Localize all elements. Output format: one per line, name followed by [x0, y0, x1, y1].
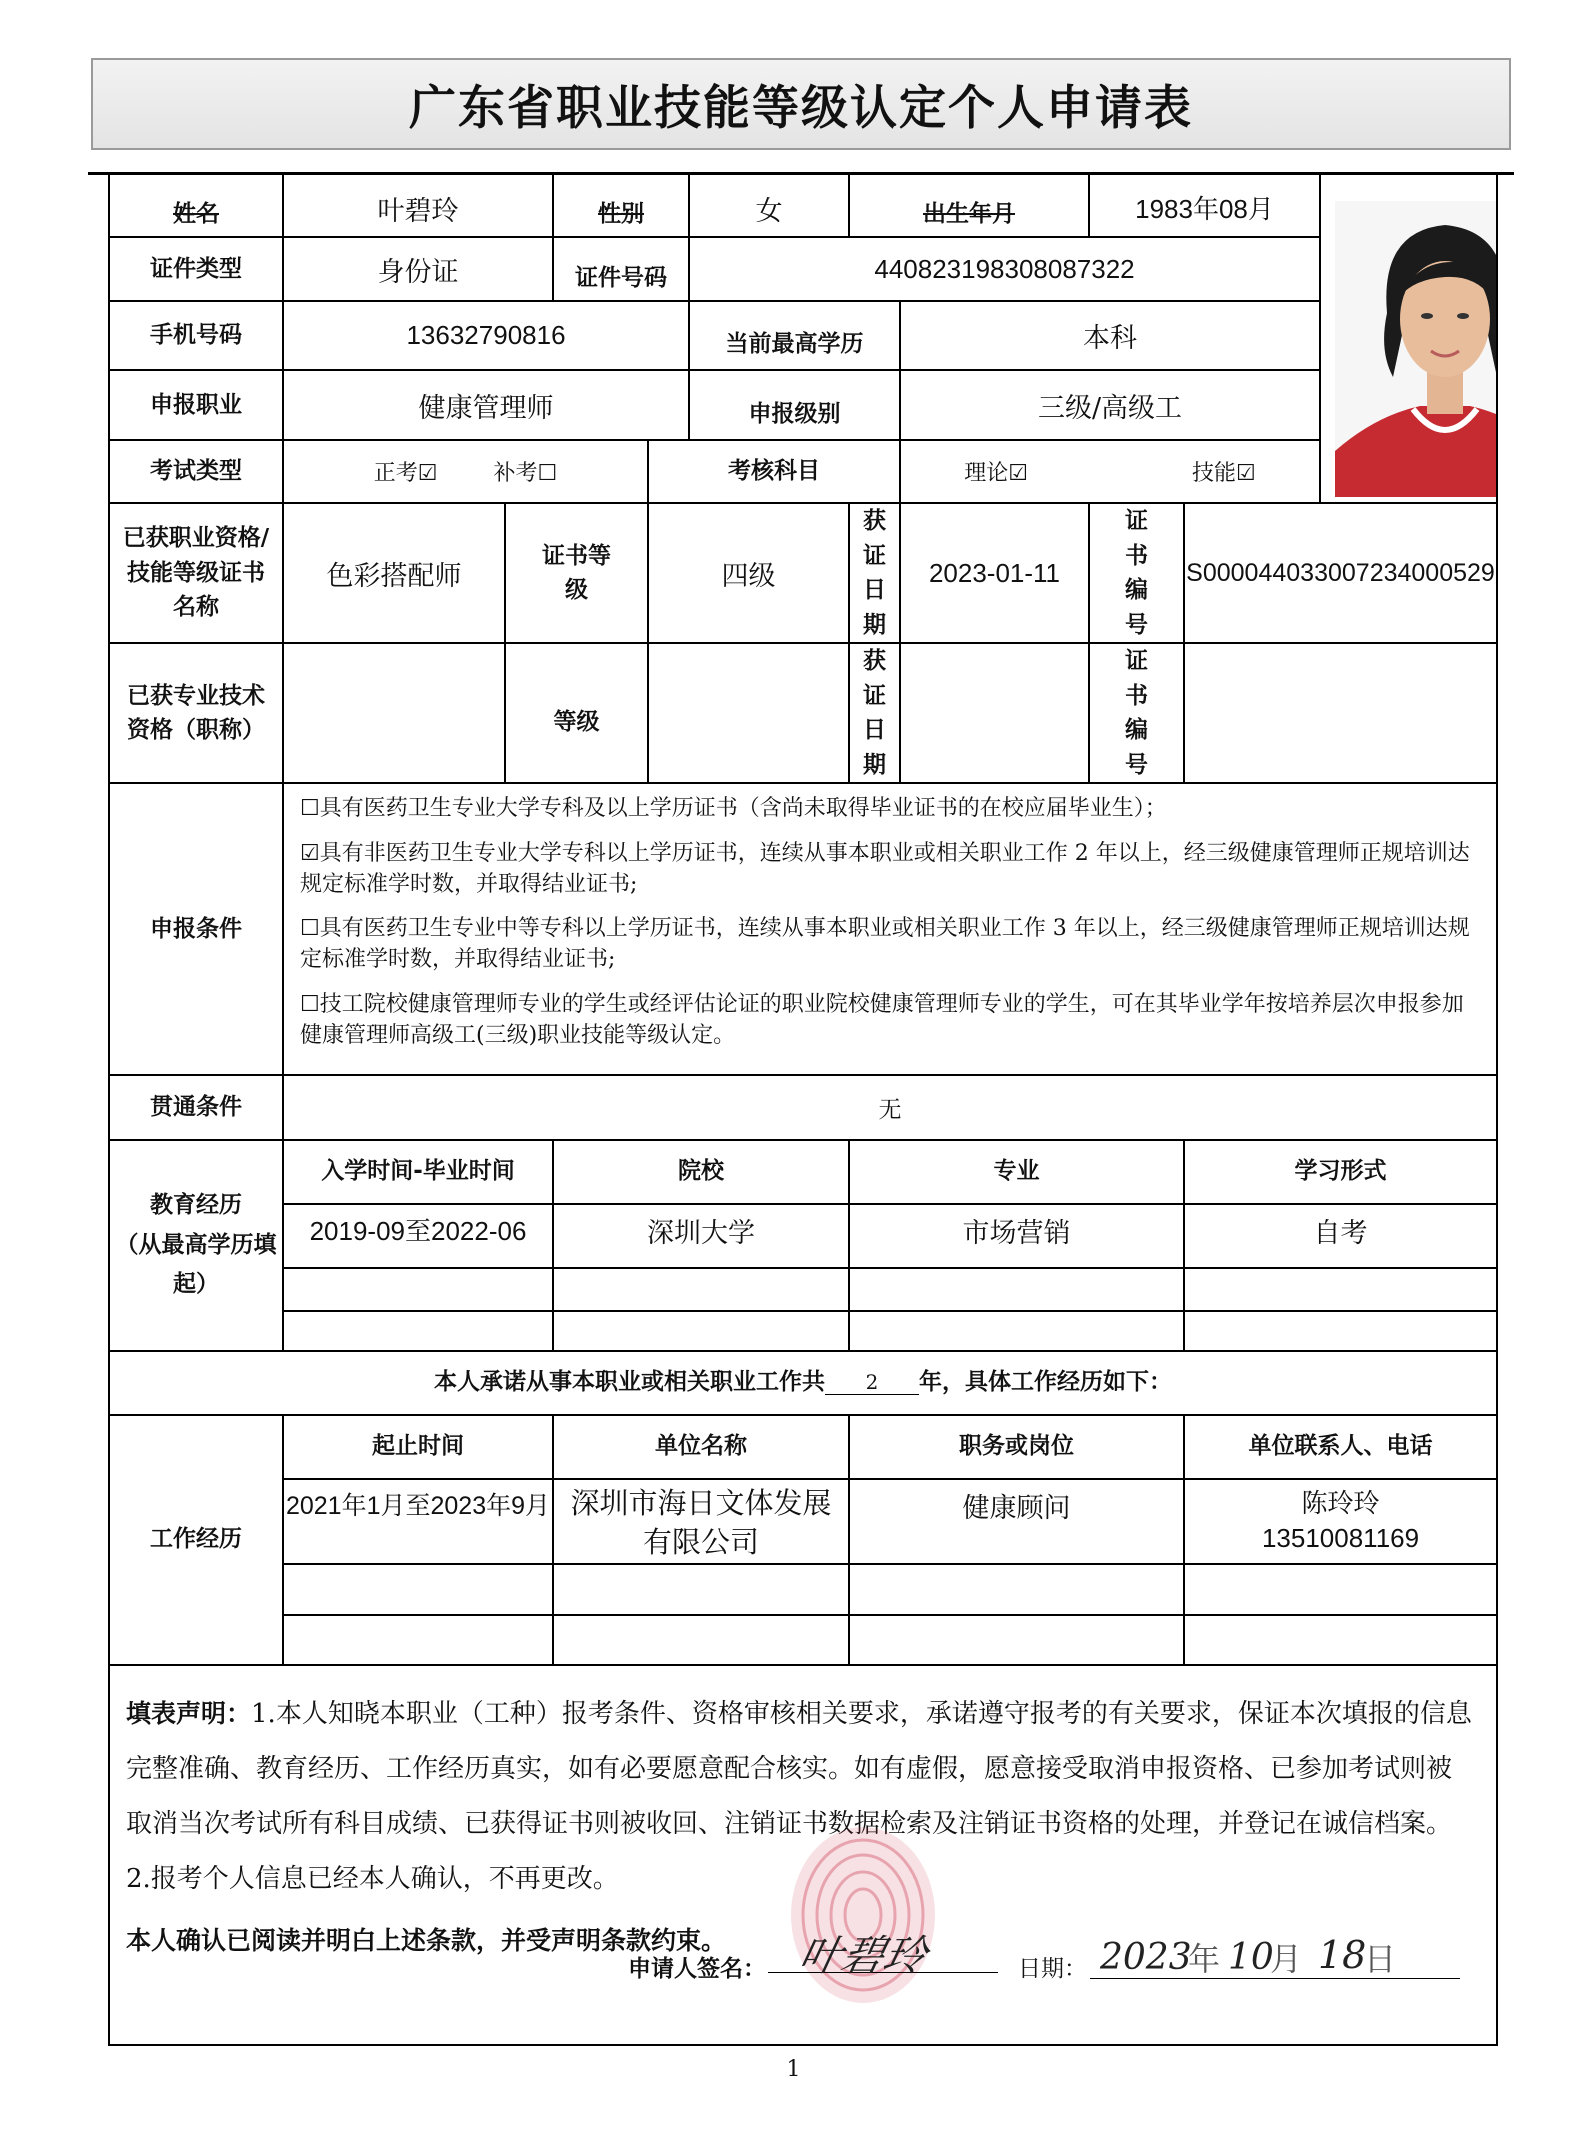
exam-subject-skill: 技能☑ — [1192, 461, 1256, 486]
birth-label: 出生年月 — [849, 174, 1089, 237]
exam-type-formal: 正考☑ — [373, 461, 438, 486]
exam-subject-theory: 理论☑ — [964, 461, 1028, 486]
education-empty-cell — [1184, 1268, 1497, 1311]
work-empty-cell — [283, 1615, 553, 1665]
education-mode: 自考 — [1184, 1204, 1497, 1268]
row-work-header — [109, 1415, 1497, 1479]
work-period: 2021年1月至2023年9月 — [283, 1479, 553, 1564]
work-header-period: 起止时间 — [283, 1415, 553, 1479]
application-form-table — [108, 173, 1498, 2046]
exam-type-options — [283, 440, 648, 503]
work-empty-cell — [283, 1564, 553, 1615]
work-header-contact: 单位联系人、电话 — [1184, 1415, 1497, 1479]
education-history-label — [109, 1140, 283, 1351]
work-empty-cell — [1184, 1564, 1497, 1615]
row-conditions — [109, 783, 1497, 1075]
title-cert-number-label: 证书编号 — [1089, 643, 1184, 783]
cert-grade-label: 证书等级 — [505, 503, 648, 643]
row-through-condition — [109, 1075, 1497, 1140]
work-contact: 陈玲玲 13510081169 — [1184, 1479, 1497, 1564]
education-header-mode: 学习形式 — [1184, 1140, 1497, 1204]
qualification-name: 色彩搭配师 — [283, 503, 505, 643]
cert-number-label: 证书编号 — [1089, 503, 1184, 643]
photo-cell — [1320, 174, 1497, 503]
work-empty-cell — [1184, 1615, 1497, 1665]
education-empty-cell — [553, 1268, 849, 1311]
birth-value: 1983年08月 — [1089, 174, 1320, 237]
row-qualification — [109, 503, 1497, 643]
exam-type-label: 考试类型 — [109, 440, 283, 503]
qualification-grade: 四级 — [648, 503, 849, 643]
education-school: 深圳大学 — [553, 1204, 849, 1268]
row-declaration — [109, 1665, 1497, 2045]
education-empty-cell — [849, 1268, 1184, 1311]
education-history-note: （从最高学历填起） — [115, 1231, 277, 1297]
work-commitment — [109, 1351, 1497, 1415]
work-empty-cell — [553, 1615, 849, 1665]
title-obtain-date-value — [900, 643, 1089, 783]
page-number: 1 — [786, 2057, 801, 2082]
work-header-position: 职务或岗位 — [849, 1415, 1184, 1479]
id-type-label: 证件类型 — [109, 237, 283, 301]
work-row — [109, 1479, 1497, 1564]
education-row — [109, 1311, 1497, 1351]
education-header-school: 院校 — [553, 1140, 849, 1204]
exam-type-makeup: 补考☐ — [493, 461, 558, 486]
signature-row — [110, 1928, 1496, 1988]
declaration-confirm: 本人确认已阅读并明白上述条款，并受声明条款约束。 — [126, 1925, 727, 1955]
date-day-unit: 日 — [1364, 1939, 1397, 1978]
education-empty-cell — [553, 1311, 849, 1351]
education-period: 2019-09至2022-06 — [283, 1204, 553, 1268]
signed-date-month: 10 — [1228, 1936, 1274, 1978]
title-grade-label: 等级 — [505, 643, 648, 783]
work-commitment-prefix: 本人承诺从事本职业或相关职业工作共 — [434, 1369, 825, 1396]
work-empty-cell — [849, 1615, 1184, 1665]
exam-subjects-label: 考核科目 — [648, 440, 900, 503]
level-label: 申报级别 — [689, 370, 900, 440]
signed-date-day: 18 — [1318, 1932, 1367, 1977]
through-condition-label: 贯通条件 — [109, 1075, 283, 1140]
phone-value: 13632790816 — [283, 301, 689, 370]
qualification-date: 2023-01-11 — [900, 503, 1089, 643]
occupation-value: 健康管理师 — [283, 370, 689, 440]
row-id — [109, 237, 1497, 301]
exam-subject-options — [900, 440, 1320, 503]
through-condition-value: 无 — [283, 1075, 1497, 1140]
education-major: 市场营销 — [849, 1204, 1184, 1268]
gender-value: 女 — [689, 174, 849, 237]
declaration-heading: 填表声明： — [126, 1698, 252, 1728]
id-type-value: 身份证 — [283, 237, 553, 301]
signature-label: 申请人签名： — [628, 1955, 766, 1982]
name-label: 姓名 — [109, 174, 283, 237]
signed-date-year: 2023 — [1100, 1936, 1192, 1978]
form-title-bar — [91, 58, 1511, 150]
title-cert-number-value — [1184, 643, 1497, 783]
education-empty-cell — [283, 1311, 553, 1351]
condition-item: ☐具有医药卫生专业大学专科及以上学历证书（含尚未取得毕业证书的在校应届毕业生）； — [300, 796, 1167, 821]
id-number-value: 440823198308087322 — [689, 237, 1320, 301]
id-number-label: 证件号码 — [553, 237, 689, 301]
education-label: 当前最高学历 — [689, 301, 900, 370]
condition-item: ☐技工院校健康管理师专业的学生或经评估论证的职业院校健康管理师专业的学生，可在其毕业学年按培养层次申报参加健康管理师高级工(三级)职业技能等级认定。 — [300, 991, 1464, 1048]
declaration-block — [109, 1665, 1497, 2045]
row-exam — [109, 440, 1497, 503]
row-phone — [109, 301, 1497, 370]
applicant-photo — [1335, 201, 1497, 497]
occupation-label: 申报职业 — [109, 370, 283, 440]
row-education-header — [109, 1140, 1497, 1204]
conditions-label: 申报条件 — [109, 783, 283, 1075]
obtain-date-label: 获证日期 — [849, 503, 900, 643]
date-year-unit: 年 — [1188, 1939, 1221, 1978]
education-empty-cell — [1184, 1311, 1497, 1351]
row-occupation — [109, 370, 1497, 440]
row-work-commitment — [109, 1351, 1497, 1415]
applicant-signature: 叶碧玲 — [794, 1930, 932, 1980]
work-commitment-years: 2 — [825, 1370, 919, 1395]
education-empty-cell — [283, 1268, 553, 1311]
row-title-qualification — [109, 643, 1497, 783]
education-header-period: 入学时间-毕业时间 — [283, 1140, 553, 1204]
education-value: 本科 — [900, 301, 1320, 370]
work-header-employer: 单位名称 — [553, 1415, 849, 1479]
title-grade-value — [648, 643, 849, 783]
work-empty-cell — [849, 1564, 1184, 1615]
education-empty-cell — [849, 1311, 1184, 1351]
name-value: 叶碧玲 — [283, 174, 553, 237]
phone-label: 手机号码 — [109, 301, 283, 370]
gender-label: 性别 — [553, 174, 689, 237]
row-basic-info — [109, 174, 1497, 237]
work-commitment-suffix: 年，具体工作经历如下： — [919, 1369, 1172, 1396]
declaration-text: 1.本人知晓本职业（工种）报考条件、资格审核相关要求，承诺遵守报考的有关要求，保证本次填报的信息完整准确、教育经历、工作经历真实，如有必要愿意配合核实。如有虚假，愿意接受取消申报资格、已参加考试则被取消当次考试所有科目成绩、已获得证书则被收回、注销证书数据检索及注销证书资格的处理，并登记在诚信档案。2.报考个人信息已经本人确认，不再更改。 — [126, 1698, 1472, 1894]
work-employer: 深圳市海日文体发展有限公司 — [553, 1479, 849, 1564]
qualification-label: 已获职业资格/技能等级证书名称 — [109, 503, 283, 643]
title-obtain-date-label: 获证日期 — [849, 643, 900, 783]
date-label: 日期： — [1018, 1955, 1087, 1982]
work-history-label: 工作经历 — [109, 1415, 283, 1665]
work-row — [109, 1615, 1497, 1665]
work-position: 健康顾问 — [849, 1479, 1184, 1564]
condition-item: ☑具有非医药卫生专业大学专科以上学历证书，连续从事本职业或相关职业工作 2 年以上，经三级健康管理师正规培训达规定标准学时数，并取得结业证书; — [300, 840, 1470, 897]
level-value: 三级/高级工 — [900, 370, 1320, 440]
condition-item: ☐具有医药卫生专业中等专科以上学历证书，连续从事本职业或相关职业工作 3 年以上，经三级健康管理师正规培训达规定标准学时数，并取得结业证书; — [300, 916, 1470, 973]
conditions-list — [283, 783, 1497, 1075]
education-history-title: 教育经历 — [150, 1192, 242, 1219]
qualification-number: S000044033007234000529 — [1184, 503, 1497, 643]
title-qualification-label: 已获专业技术资格（职称） — [109, 643, 283, 783]
date-month-unit: 月 — [1270, 1939, 1303, 1978]
title-qualification-name — [283, 643, 505, 783]
work-empty-cell — [553, 1564, 849, 1615]
education-header-major: 专业 — [849, 1140, 1184, 1204]
education-row — [109, 1268, 1497, 1311]
education-row — [109, 1204, 1497, 1268]
work-row — [109, 1564, 1497, 1615]
form-title: 广东省职业技能等级认定个人申请表 — [409, 80, 1193, 136]
